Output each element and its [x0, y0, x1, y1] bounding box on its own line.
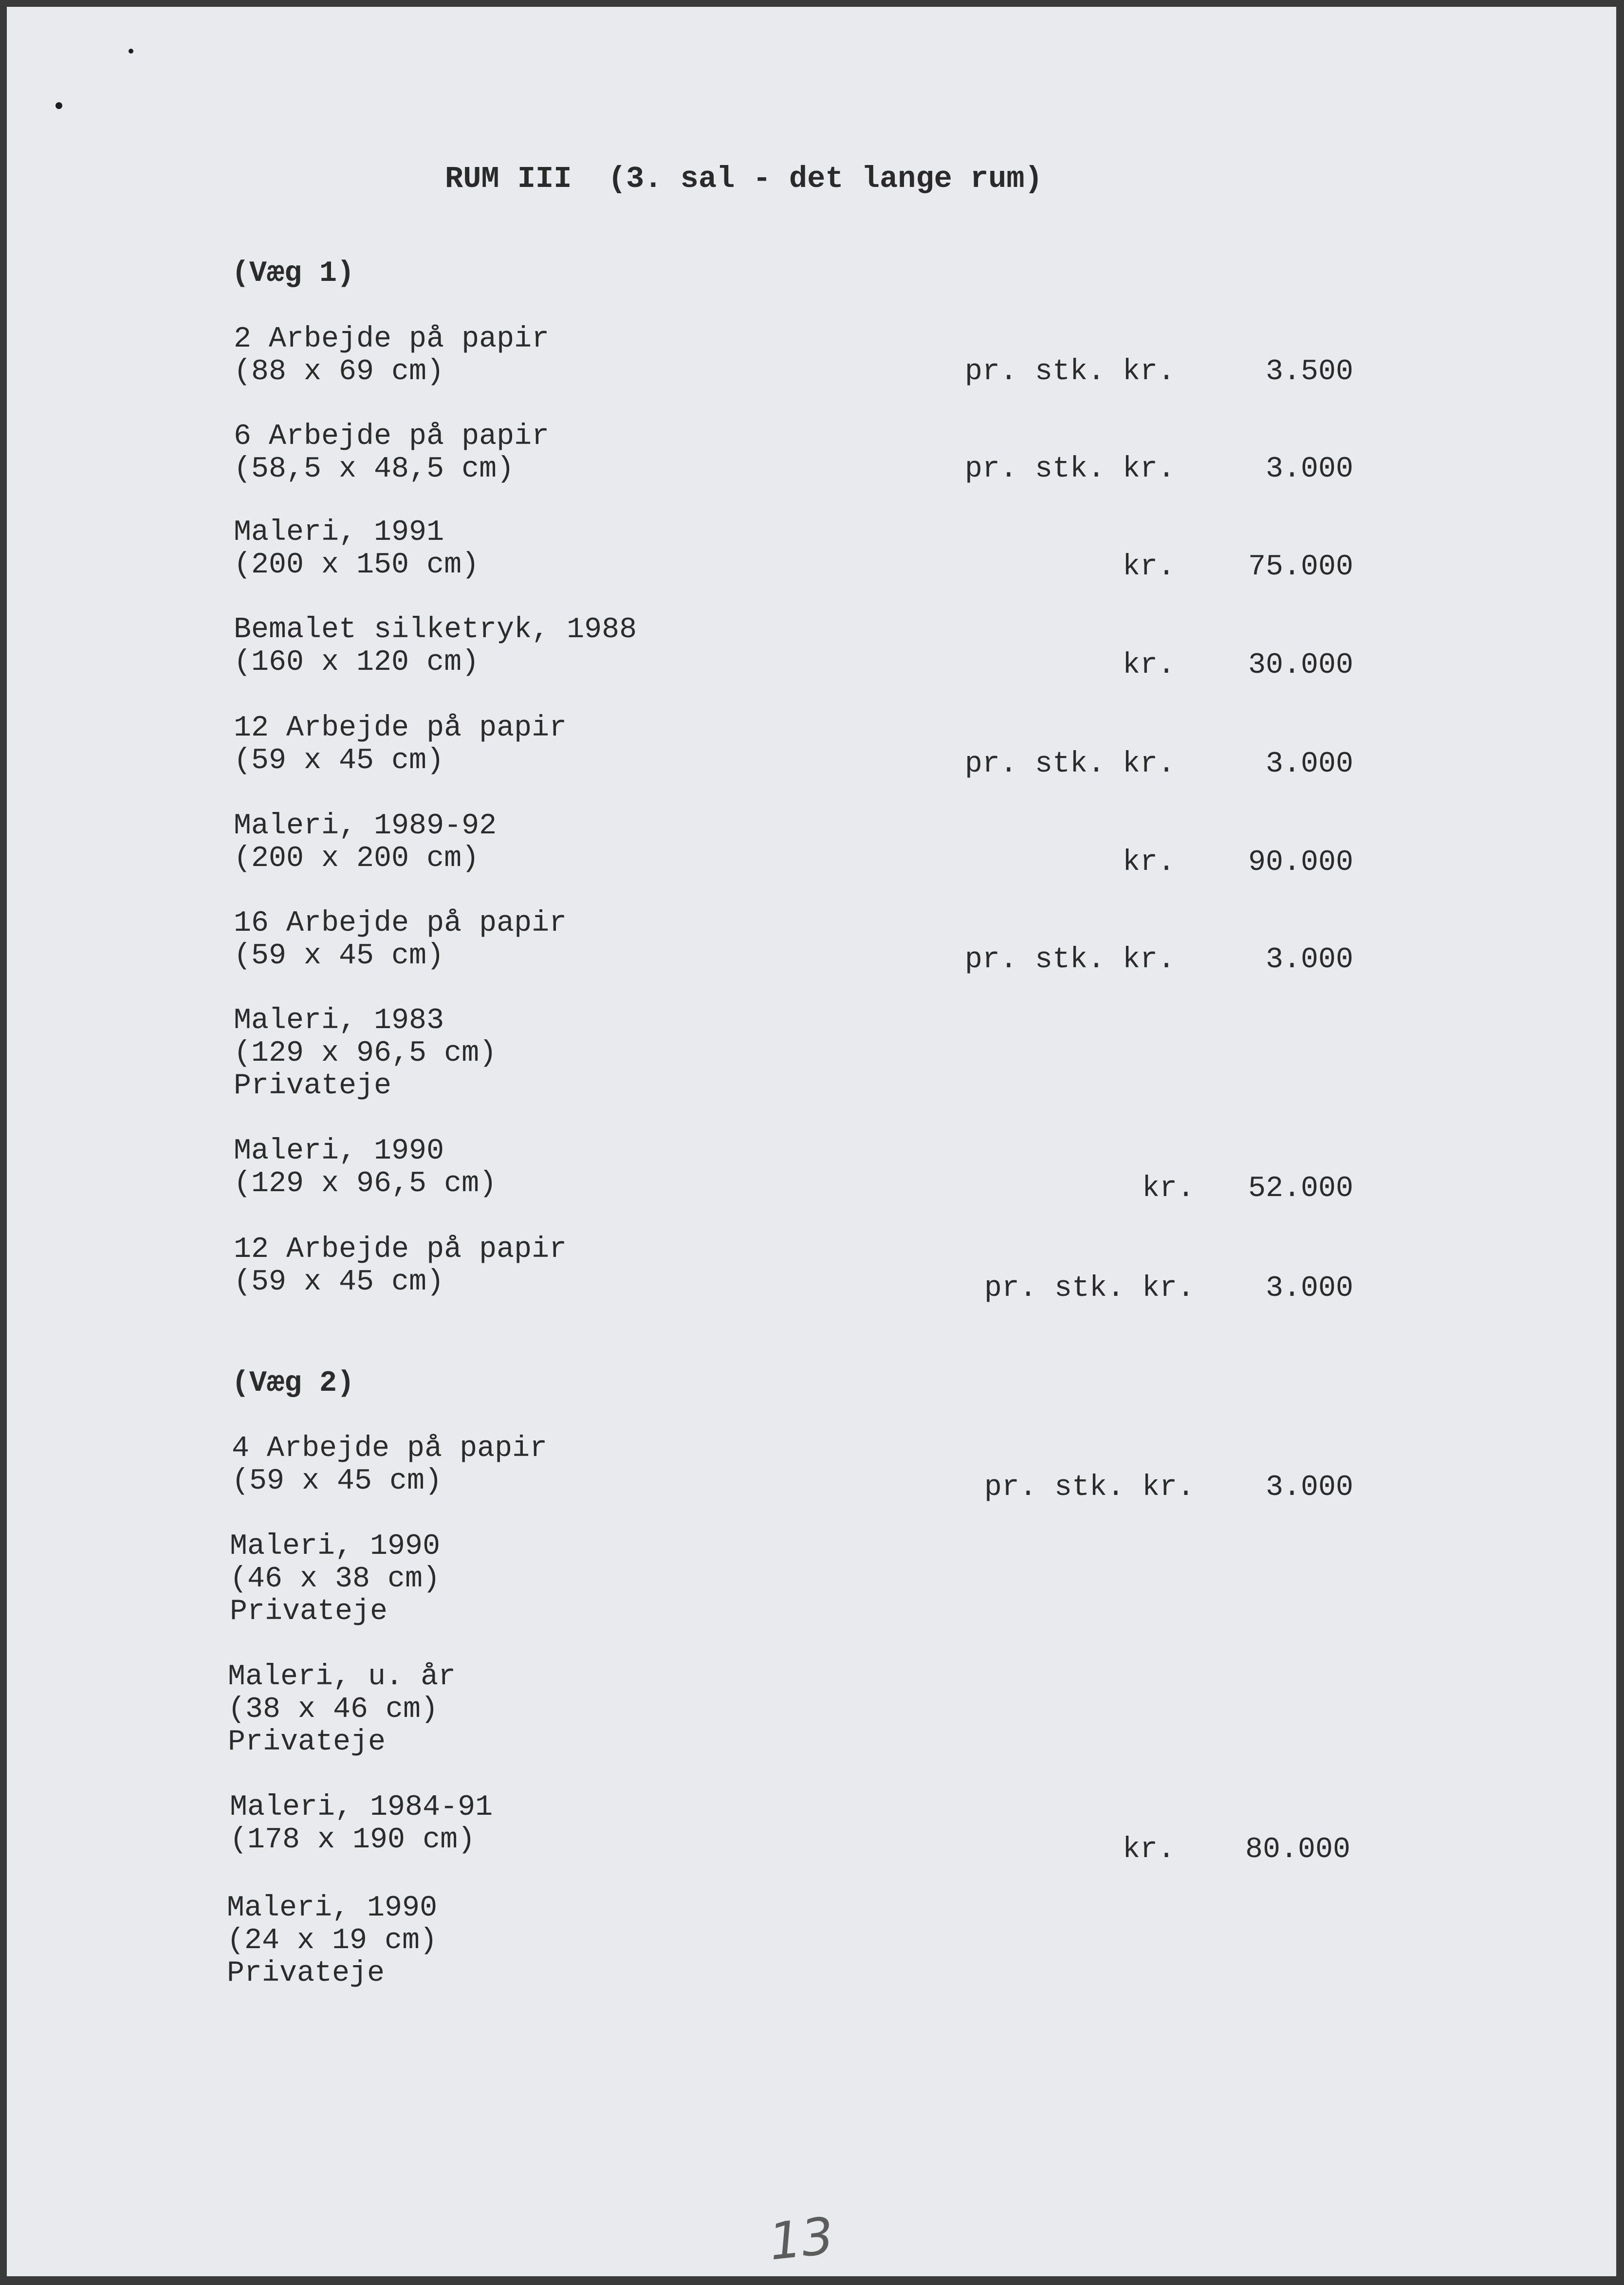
artwork-title: Maleri, 1991 — [234, 516, 444, 549]
price-unit: pr. stk. kr. — [984, 1471, 1195, 1504]
artwork-dimensions: (88 x 69 cm) — [234, 355, 444, 388]
ownership-note: Privateje — [228, 1726, 386, 1759]
artwork-dimensions: (160 x 120 cm) — [234, 646, 480, 679]
page-number: 13 — [766, 2206, 837, 2272]
price-amount: 3.500 — [1265, 355, 1353, 388]
price-unit: kr. — [1122, 551, 1175, 584]
price-amount: 3.000 — [1265, 453, 1353, 486]
artwork-title: Maleri, 1984-91 — [230, 1791, 493, 1824]
artwork-title: Maleri, 1990 — [230, 1530, 441, 1563]
document-page — [7, 7, 1616, 2276]
artwork-title: 4 Arbejde på papir — [232, 1432, 548, 1465]
ownership-note: Privateje — [234, 1069, 392, 1103]
wall-heading: (Væg 2) — [232, 1367, 355, 1400]
artwork-title: 16 Arbejde på papir — [234, 907, 567, 940]
speck-mark — [55, 102, 62, 109]
artwork-dimensions: (59 x 45 cm) — [234, 940, 444, 973]
artwork-dimensions: (178 x 190 cm) — [230, 1824, 476, 1857]
price-amount: 3.000 — [1265, 1471, 1353, 1504]
artwork-dimensions: (38 x 46 cm) — [228, 1693, 439, 1726]
artwork-dimensions: (24 x 19 cm) — [227, 1924, 438, 1957]
price-amount: 80.000 — [1245, 1833, 1350, 1866]
artwork-title: 12 Arbejde på papir — [234, 1233, 567, 1266]
artwork-title: Bemalet silketryk, 1988 — [234, 613, 637, 646]
price-amount: 52.000 — [1248, 1172, 1353, 1205]
price-unit: kr. — [1122, 846, 1175, 879]
artwork-title: Maleri, 1989-92 — [234, 810, 497, 843]
page-title: RUM III (3. sal - det lange rum) — [445, 162, 1043, 196]
price-amount: 3.000 — [1265, 1272, 1353, 1305]
artwork-dimensions: (200 x 200 cm) — [234, 842, 480, 875]
speck-mark — [129, 49, 133, 54]
artwork-title: Maleri, 1983 — [234, 1004, 444, 1037]
wall-heading: (Væg 1) — [232, 257, 355, 290]
artwork-dimensions: (59 x 45 cm) — [234, 744, 444, 777]
artwork-title: Maleri, 1990 — [234, 1135, 444, 1168]
artwork-dimensions: (46 x 38 cm) — [230, 1563, 441, 1596]
artwork-title: Maleri, u. år — [228, 1660, 456, 1694]
price-amount: 3.000 — [1265, 943, 1353, 977]
price-unit: pr. stk. kr. — [964, 748, 1175, 781]
price-amount: 30.000 — [1248, 649, 1353, 682]
price-amount: 3.000 — [1265, 748, 1353, 781]
artwork-title: 12 Arbejde på papir — [234, 712, 567, 745]
price-unit: kr. — [1122, 1833, 1175, 1866]
price-unit: kr. — [1122, 649, 1175, 682]
artwork-dimensions: (200 x 150 cm) — [234, 549, 480, 582]
artwork-title: 2 Arbejde på papir — [234, 323, 550, 356]
artwork-dimensions: (59 x 45 cm) — [232, 1465, 443, 1498]
price-unit: pr. stk. kr. — [964, 453, 1175, 486]
ownership-note: Privateje — [227, 1957, 385, 1990]
price-unit: pr. stk. kr. — [984, 1272, 1195, 1305]
price-amount: 75.000 — [1248, 551, 1353, 584]
artwork-dimensions: (58,5 x 48,5 cm) — [234, 453, 515, 486]
price-unit: pr. stk. kr. — [964, 943, 1175, 977]
artwork-title: Maleri, 1990 — [227, 1892, 438, 1925]
artwork-dimensions: (129 x 96,5 cm) — [234, 1167, 497, 1200]
artwork-dimensions: (59 x 45 cm) — [234, 1266, 444, 1299]
artwork-title: 6 Arbejde på papir — [234, 420, 550, 453]
ownership-note: Privateje — [230, 1595, 388, 1628]
price-amount: 90.000 — [1248, 846, 1353, 879]
price-unit: kr. — [1142, 1172, 1195, 1205]
artwork-dimensions: (129 x 96,5 cm) — [234, 1037, 497, 1070]
price-unit: pr. stk. kr. — [964, 355, 1175, 388]
